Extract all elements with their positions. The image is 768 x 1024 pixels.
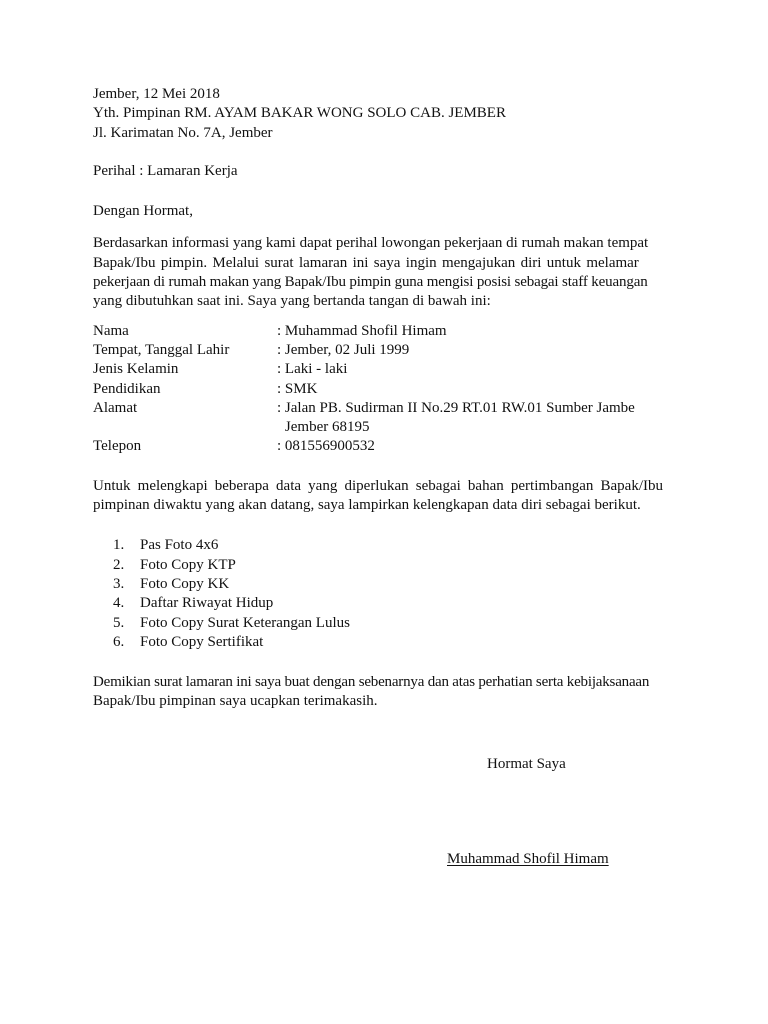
list-item [113,536,675,555]
list-item [113,594,675,613]
field-colon: : [277,380,285,397]
field-row-pendidikan [93,380,675,399]
list-text: Foto Copy KTP [140,556,236,573]
letter-header [93,85,675,143]
attachment-intro-line: pimpinan diwaktu yang akan datang, saya lampirkan kelengkapan data diri sebagai berikut. [93,497,641,514]
field-colon: : [277,341,285,358]
list-number: 1. [113,537,125,554]
field-value: Jember, 02 Juli 1999 [284,341,410,358]
greeting: Dengan Hormat, [93,203,193,220]
recipient-address: Jl. Karimatan No. 7A, Jember [93,124,273,141]
list-item [113,556,675,575]
field-value: Muhammad Shofil Himam [284,322,447,339]
field-row-ttl [93,341,675,360]
intro-line: yang dibutuhkan saat ini. Saya yang bertanda tangan di bawah ini: [93,293,491,310]
intro-line: Berdasarkan informasi yang kami dapat perihal lowongan pekerjaan di rumah makan tempat [93,235,649,252]
field-label: Telepon [93,438,142,455]
intro-line: pekerjaan di rumah makan yang Bapak/Ibu pimpin guna mengisi posisi sebagai staff keuangan [93,274,648,291]
field-value: SMK [284,380,318,397]
list-item [113,614,675,633]
field-colon: : [277,399,285,416]
list-number: 2. [113,556,125,573]
list-item [113,575,675,594]
list-number: 6. [113,633,125,650]
field-value: 081556900532 [284,438,375,455]
field-value: Laki - laki [284,361,348,378]
subject-line: Perihal : Lamaran Kerja [93,162,238,179]
field-label: Alamat [93,399,138,416]
field-label: Tempat, Tanggal Lahir [93,341,230,358]
field-label: Pendidikan [93,380,161,397]
field-label: Jenis Kelamin [93,361,179,378]
field-colon: : [277,438,285,455]
list-number: 3. [113,575,125,592]
list-item [113,633,675,652]
intro-line: Bapak/Ibu pimpin. Melalui surat lamaran ini saya ingin mengajukan diri untuk melamar [93,254,639,271]
field-row-telepon [93,437,675,456]
field-row-alamat [93,399,675,438]
signer-name: Muhammad Shofil Himam [447,851,609,867]
field-row-nama [93,322,675,341]
field-row-jenis-kelamin [93,360,675,379]
closing-paragraph [93,673,675,712]
list-text: Foto Copy KK [140,575,230,592]
closing-line: Demikian surat lamaran ini saya buat dengan sebenarnya dan atas perhatian serta kebijaksanaan [93,674,650,691]
list-text: Daftar Riwayat Hidup [140,595,274,612]
applicant-details [93,322,675,457]
attachment-list [93,536,675,652]
field-value: Jalan PB. Sudirman II No.29 RT.01 RW.01 Sumber Jambe Jember 68195 [284,399,635,436]
list-text: Pas Foto 4x6 [140,537,219,554]
intro-paragraph [93,234,675,311]
closing-line: Bapak/Ibu pimpinan saya ucapkan terimakasih. [93,693,378,710]
field-label: Nama [93,322,129,339]
list-text: Foto Copy Sertifikat [140,633,264,650]
list-number: 4. [113,595,125,612]
attachment-intro-line: Untuk melengkapi beberapa data yang diperlukan sebagai bahan pertimbangan Bapak/Ibu [93,477,663,494]
field-colon: : [277,322,285,339]
place-date: Jember, 12 Mei 2018 [93,86,220,102]
list-number: 5. [113,614,125,631]
attachment-intro [93,477,675,516]
letter-body [93,85,675,712]
list-text: Foto Copy Surat Keterangan Lulus [140,614,350,631]
complimentary-close: Hormat Saya [487,756,566,772]
recipient: Yth. Pimpinan RM. AYAM BAKAR WONG SOLO CAB. JEMBER [93,105,506,122]
field-colon: : [277,361,285,378]
